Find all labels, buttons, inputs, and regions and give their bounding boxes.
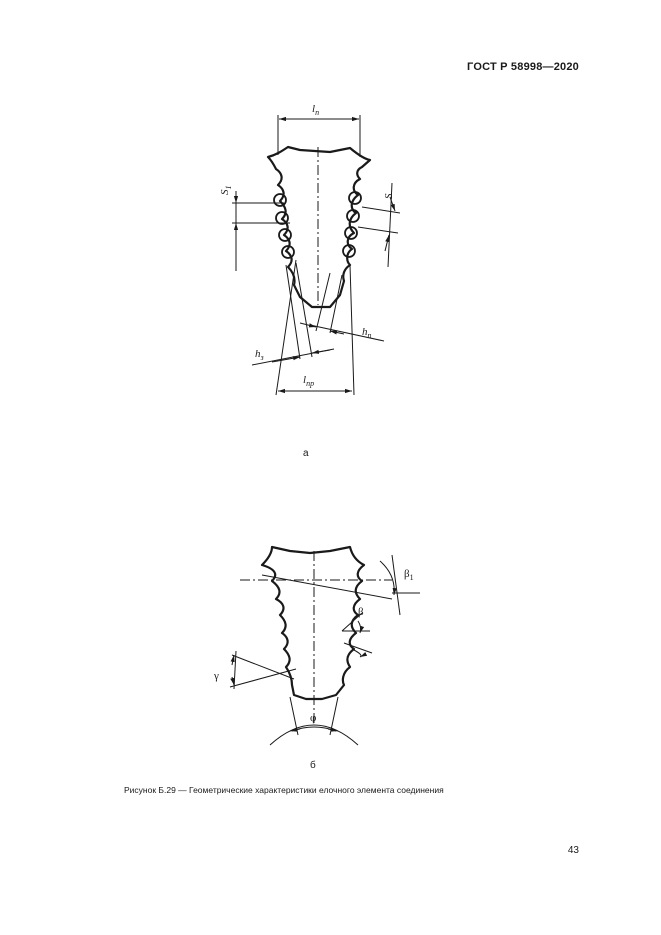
figure-a-labels — [219, 103, 395, 388]
label-h-z: $h_з$ — [255, 348, 264, 362]
page-number: 43 — [567, 845, 579, 856]
label-l-pr: $l_{пр}$ — [303, 374, 315, 388]
figure-caption: Рисунок Б.29 — Геометрические характеристики елочного элемента соединения — [124, 785, 444, 795]
figure-b-sublabel: б — [310, 760, 316, 771]
figure-a-sublabel: а — [303, 448, 309, 459]
root-outline-b — [262, 547, 364, 699]
root-outline — [268, 147, 370, 307]
figure-b — [0, 535, 661, 765]
angle-lines — [230, 551, 420, 745]
figure-b-labels — [213, 568, 414, 724]
label-beta1: $\beta_1$ — [404, 568, 414, 582]
document-header: ГОСТ Р 58998—2020 — [467, 61, 579, 73]
label-l-p: $l_п$ — [312, 103, 320, 117]
figure-b-drawing — [0, 535, 661, 760]
figure-a-drawing — [0, 95, 661, 415]
label-phi: φ — [310, 712, 317, 724]
label-h-p: $h_п$ — [362, 326, 372, 340]
label-s1: $S_1$ — [219, 185, 233, 195]
label-gamma: γ — [214, 670, 219, 682]
figure-a — [0, 95, 661, 420]
label-s: S — [383, 193, 395, 199]
label-beta: β — [358, 606, 364, 618]
